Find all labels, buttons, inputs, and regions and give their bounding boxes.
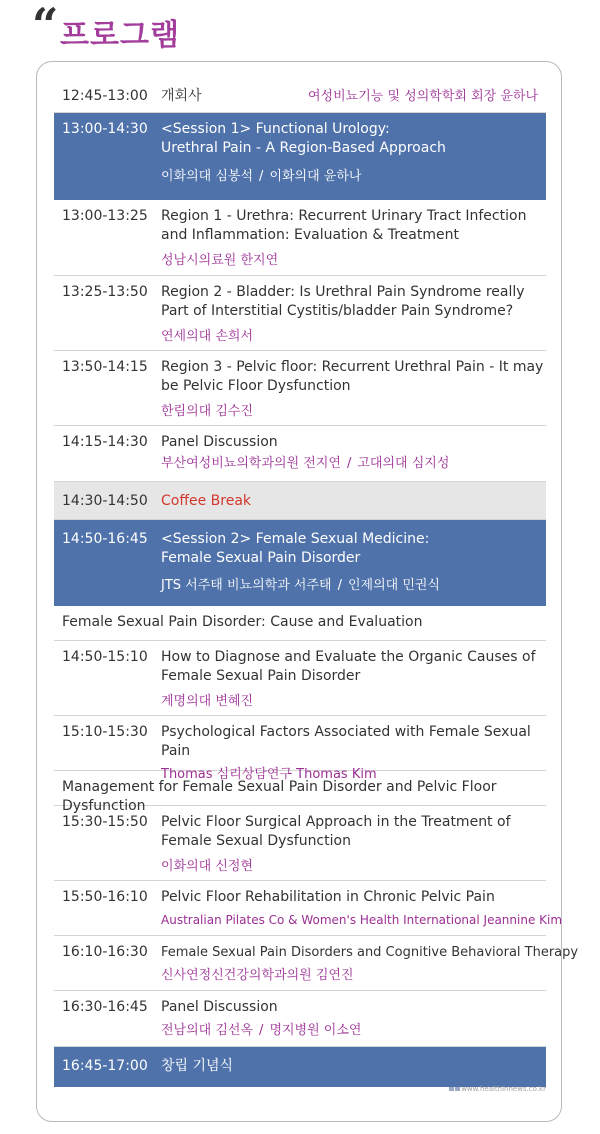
watermark <box>449 1085 546 1093</box>
quote-mark-icon: “ <box>32 0 59 52</box>
watermark-text: www.healthinnews.co.kr <box>461 1085 546 1093</box>
speaker-name: 전남의대 김선옥 <box>161 1023 254 1038</box>
separator: / <box>259 169 264 184</box>
talk-title: Region 3 - Pelvic floor: Recurrent Urethral Pain - It may be Pelvic Floor Dysfunction <box>161 359 544 394</box>
panel-speakers <box>161 1021 546 1040</box>
schedule-row <box>54 200 546 276</box>
time-label: 16:30-16:45 <box>62 999 148 1015</box>
talk-title: Panel Discussion <box>161 434 278 450</box>
speaker-name: 연세의대 손희서 <box>161 329 254 344</box>
schedule-row <box>54 351 546 426</box>
talk-title: Pelvic Floor Surgical Approach in the Treatment of Female Sexual Dysfunction <box>161 814 511 849</box>
time-label: 13:25-13:50 <box>62 284 148 300</box>
speaker-name: 고대의대 심지성 <box>357 456 450 471</box>
chair-name: 이화의대 심봉석 <box>161 169 254 184</box>
time-label: 14:15-14:30 <box>62 434 148 450</box>
panel-speakers <box>161 454 546 473</box>
talk-title: Psychological Factors Associated with Female Sexual Pain <box>161 724 531 759</box>
time-label: 13:00-14:30 <box>62 121 148 137</box>
section-heading: Management for Female Sexual Pain Disorder and Pelvic Floor Dysfunction <box>62 779 497 814</box>
speaker-name: Australian Pilates Co & Women's Health International Jeannine Kim <box>161 913 563 927</box>
time-label: 16:10-16:30 <box>62 944 148 960</box>
time-label: 15:10-15:30 <box>62 724 148 740</box>
schedule-row-panel-1 <box>54 426 546 482</box>
talk-title: Pelvic Floor Rehabilitation in Chronic Pelvic Pain <box>161 889 495 905</box>
time-label: 13:50-14:15 <box>62 359 148 375</box>
speaker-name: 부산여성비뇨의학과의원 전지연 <box>161 456 341 471</box>
session-title-line1: <Session 1> Functional Urology: <box>161 121 390 137</box>
talk-title: Female Sexual Pain Disorders and Cognitive Behavioral Therapy <box>161 945 579 960</box>
speaker-name: 신사연정신건강의학과의원 김연진 <box>161 968 354 983</box>
chair-name: 인제의대 민권식 <box>347 578 440 593</box>
speaker-name: 성남시의료원 한지연 <box>161 253 279 268</box>
schedule-row <box>54 641 546 716</box>
page-title: 프로그램 <box>60 18 180 53</box>
speaker-name: 계명의대 변혜진 <box>161 694 254 709</box>
session-1-header <box>54 113 546 200</box>
session-chairs <box>161 576 546 595</box>
schedule-row-opening <box>54 80 546 113</box>
separator: / <box>337 578 342 593</box>
schedule-row <box>54 716 546 782</box>
time-label: 15:50-16:10 <box>62 889 148 905</box>
chair-name: 이화의대 윤하나 <box>269 169 362 184</box>
schedule-row <box>54 881 563 936</box>
watermark-bar-icon <box>455 1087 460 1091</box>
watermark-area <box>54 1087 546 1095</box>
time-label: 14:50-16:45 <box>62 531 148 547</box>
speaker-name: 이화의대 신정현 <box>161 859 254 874</box>
session-chairs <box>161 167 546 186</box>
speaker-name: Thomas 심리상담연구 Thomas Kim <box>161 767 377 782</box>
talk-title: Panel Discussion <box>161 999 278 1015</box>
talk-title: Region 2 - Bladder: Is Urethral Pain Syndrome really Part of Interstitial Cystitis/bladder Pain Syndrome? <box>161 284 525 319</box>
session-title-line2: Urethral Pain - A Region-Based Approach <box>161 140 446 156</box>
schedule-table <box>54 80 579 1095</box>
session-title-line1: <Session 2> Female Sexual Medicine: <box>161 531 430 547</box>
watermark-bar-icon <box>449 1087 454 1091</box>
time-label: 15:30-15:50 <box>62 814 148 830</box>
separator: / <box>259 1023 264 1038</box>
time-label: 14:30-14:50 <box>62 493 148 509</box>
session-title-line2: Female Sexual Pain Disorder <box>161 550 361 566</box>
talk-title: Region 1 - Urethra: Recurrent Urinary Tract Infection and Inflammation: Evaluation & Treatment <box>161 208 527 243</box>
speaker-name: 여성비뇨기능 및 성의학학회 회장 윤하나 <box>307 89 538 104</box>
talk-title: How to Diagnose and Evaluate the Organic Causes of Female Sexual Pain Disorder <box>161 649 536 684</box>
schedule-row-panel-2 <box>54 991 546 1047</box>
chair-name: JTS 서주태 비뇨의학과 서주태 <box>161 578 332 593</box>
schedule-row <box>54 936 579 991</box>
schedule-row <box>54 276 546 351</box>
speaker-name: 명지병원 이소연 <box>269 1023 362 1038</box>
separator: / <box>346 456 352 471</box>
section-heading-row <box>54 606 546 641</box>
time-label: 12:45-13:00 <box>62 88 148 104</box>
section-heading: Female Sexual Pain Disorder: Cause and Evaluation <box>62 614 423 630</box>
schedule-row-closing <box>54 1047 546 1087</box>
title-text: 개회사 <box>161 88 202 104</box>
coffee-break-label: Coffee Break <box>161 493 252 509</box>
schedule-row-coffee-break <box>54 482 546 520</box>
section-heading-row <box>54 771 546 814</box>
schedule-row <box>54 806 546 881</box>
time-label: 13:00-13:25 <box>62 208 148 224</box>
speaker-name: 한림의대 김수진 <box>161 404 254 419</box>
session-2-header <box>54 520 546 606</box>
time-label: 16:45-17:00 <box>62 1058 148 1074</box>
title-text: 창립 기념식 <box>161 1058 234 1074</box>
time-label: 14:50-15:10 <box>62 649 148 665</box>
